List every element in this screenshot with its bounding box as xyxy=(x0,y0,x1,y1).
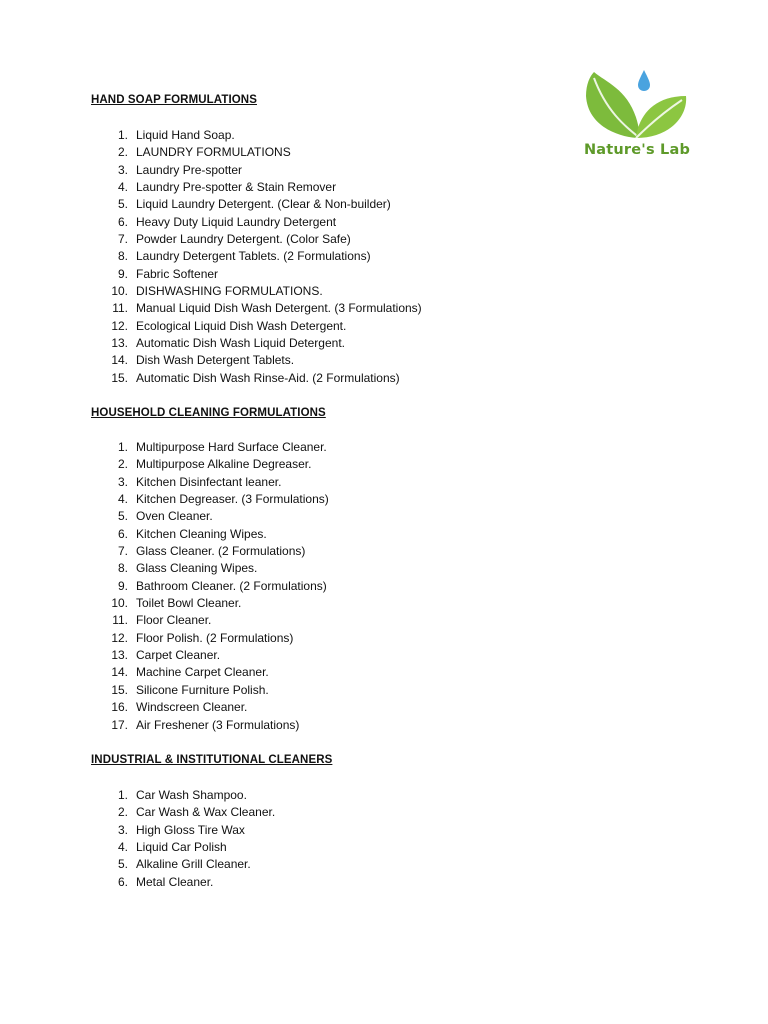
list-item-text: Laundry Pre-spotter xyxy=(136,162,243,177)
list-item-text: Automatic Dish Wash Rinse-Aid. (2 Formulations) xyxy=(136,370,400,385)
list-item-number: 5. xyxy=(117,857,128,872)
list-item-text: Toilet Bowl Cleaner. xyxy=(136,596,242,611)
list-item-number: 4. xyxy=(117,492,128,507)
list-item-number: 10. xyxy=(111,596,128,611)
list-item-text: Laundry Pre-spotter & Stain Remover xyxy=(136,180,337,195)
list-item-number: 14. xyxy=(111,665,128,680)
section-heading-household-cleaning: HOUSEHOLD CLEANING FORMULATIONS xyxy=(91,407,326,419)
list-item-text: Metal Cleaner. xyxy=(136,874,214,889)
leaves-with-water-drop-icon xyxy=(578,66,696,144)
list-item-text: Kitchen Cleaning Wipes. xyxy=(136,526,267,541)
list-item-number: 8. xyxy=(117,561,128,576)
list-item-number: 16. xyxy=(111,700,128,715)
list-item-text: Automatic Dish Wash Liquid Detergent. xyxy=(136,336,345,351)
list-item-number: 2. xyxy=(117,805,128,820)
list-item-number: 15. xyxy=(111,682,128,697)
list-item-number: 12. xyxy=(111,630,128,645)
list-item-text: Floor Polish. (2 Formulations) xyxy=(136,630,294,645)
list-item-number: 1. xyxy=(117,440,128,454)
list-item-text: Multipurpose Hard Surface Cleaner. xyxy=(136,440,327,454)
list-item-text: Silicone Furniture Polish. xyxy=(136,682,269,697)
list-item-number: 3. xyxy=(117,474,128,489)
list-item-number: 9. xyxy=(117,578,128,593)
logo-text: Nature's Lab xyxy=(583,142,691,158)
list-item-number: 3. xyxy=(117,822,128,837)
list-item-text: Machine Carpet Cleaner. xyxy=(136,665,269,680)
list-item-number: 6. xyxy=(117,526,128,541)
list-item-number: 2. xyxy=(117,145,128,160)
list-item-number: 10. xyxy=(111,284,128,299)
list-item-text: Bathroom Cleaner. (2 Formulations) xyxy=(136,578,327,593)
list-item-text: Dish Wash Detergent Tablets. xyxy=(136,353,295,368)
list-item-number: 17. xyxy=(111,717,128,732)
list-item-number: 7. xyxy=(117,232,128,247)
list-item-text: DISHWASHING FORMULATIONS. xyxy=(136,284,323,299)
list-item-text: Liquid Laundry Detergent. (Clear & Non-builder) xyxy=(136,197,391,212)
list-item-number: 11. xyxy=(112,301,128,316)
list-item-number: 15. xyxy=(111,370,128,385)
list-item-text: Car Wash Shampoo. xyxy=(136,788,247,802)
list-item-number: 9. xyxy=(117,266,128,281)
list-item-text: LAUNDRY FORMULATIONS xyxy=(136,145,291,160)
list-item-text: Air Freshener (3 Formulations) xyxy=(136,717,300,732)
list-item-text: Heavy Duty Liquid Laundry Detergent xyxy=(136,214,337,229)
list-item-text: Oven Cleaner. xyxy=(136,509,213,524)
list-item-text: Kitchen Disinfectant leaner. xyxy=(136,474,282,489)
list-item-text: Fabric Softener xyxy=(136,266,219,281)
list-item-number: 5. xyxy=(117,197,128,212)
list-item-number: 6. xyxy=(117,874,128,889)
list-item-number: 4. xyxy=(117,180,128,195)
list-item-text: High Gloss Tire Wax xyxy=(136,822,245,837)
list-item-text: Glass Cleaner. (2 Formulations) xyxy=(136,544,306,559)
list-item-number: 13. xyxy=(111,648,128,663)
list-item-number: 6. xyxy=(117,214,128,229)
section-heading-industrial-institutional: INDUSTRIAL & INSTITUTIONAL CLEANERS xyxy=(91,754,333,766)
list-item-text: Liquid Car Polish xyxy=(136,840,227,855)
list-item-number: 12. xyxy=(111,318,128,333)
list-item-number: 1. xyxy=(117,128,128,142)
list-item-text: Alkaline Grill Cleaner. xyxy=(136,857,251,872)
list-item-number: 1. xyxy=(117,788,128,802)
list-item-number: 8. xyxy=(117,249,128,264)
natures-lab-logo xyxy=(578,66,696,166)
section-heading-hand-soap: HAND SOAP FORMULATIONS xyxy=(91,94,257,106)
list-item-text: Floor Cleaner. xyxy=(136,613,212,628)
list-item-text: Laundry Detergent Tablets. (2 Formulations) xyxy=(136,249,371,264)
list-item-number: 4. xyxy=(117,840,128,855)
list-item-text: Windscreen Cleaner. xyxy=(136,700,248,715)
list-item-number: 7. xyxy=(117,544,128,559)
list-item-number: 3. xyxy=(117,162,128,177)
list-item-text: Multipurpose Alkaline Degreaser. xyxy=(136,457,312,472)
list-item-number: 11. xyxy=(112,613,128,628)
list-item-number: 2. xyxy=(117,457,128,472)
list-item-text: Car Wash & Wax Cleaner. xyxy=(136,805,276,820)
list-item-text: Ecological Liquid Dish Wash Detergent. xyxy=(136,318,347,333)
list-item-number: 14. xyxy=(111,353,128,368)
list-item-text: Powder Laundry Detergent. (Color Safe) xyxy=(136,232,351,247)
list-item-number: 13. xyxy=(111,336,128,351)
list-item-text: Manual Liquid Dish Wash Detergent. (3 Formulations) xyxy=(136,301,422,316)
list-item-number: 5. xyxy=(117,509,128,524)
list-item-text: Carpet Cleaner. xyxy=(136,648,221,663)
list-item-text: Kitchen Degreaser. (3 Formulations) xyxy=(136,492,329,507)
list-item-text: Glass Cleaning Wipes. xyxy=(136,561,258,576)
list-item-text: Liquid Hand Soap. xyxy=(136,128,235,142)
